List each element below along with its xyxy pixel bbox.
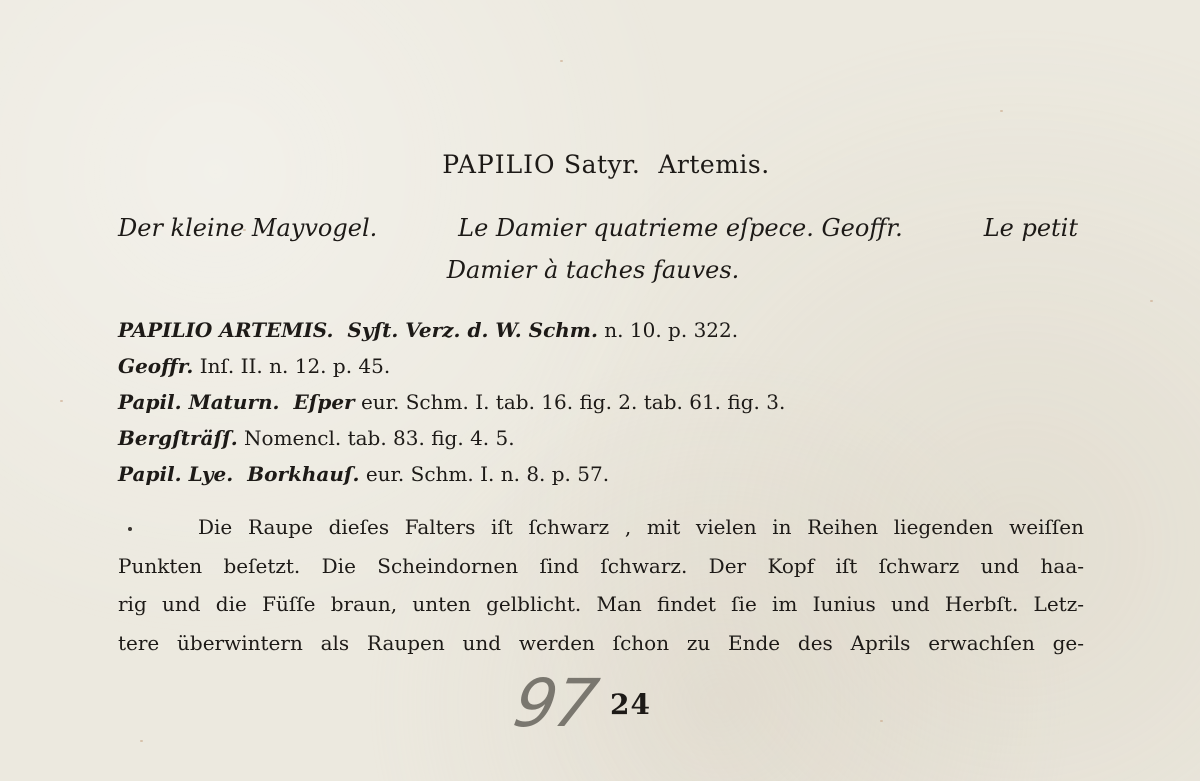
- ref-detail: n. 10. p. 322.: [604, 318, 739, 342]
- common-names: [118, 207, 1078, 291]
- reference-line: [118, 384, 785, 420]
- ref-detail: Inſ. II. n. 12. p. 45.: [199, 354, 391, 378]
- paper-fleck: [1150, 300, 1153, 302]
- description-line: Punkten beſetzt. Die Scheindornen ſind ſchwarz. Der Kopf iſt ſchwarz und haa-: [118, 553, 1084, 578]
- ref-name: Geoffr.: [118, 354, 194, 378]
- ref-name: Papil. Maturn.: [118, 390, 280, 414]
- reference-line: [118, 348, 785, 384]
- french-name-b-end: Damier à taches fauves.: [446, 256, 740, 284]
- page-number: 24: [610, 688, 651, 721]
- french-name-b-start: Le petit: [983, 214, 1078, 242]
- paper-fleck: [560, 60, 563, 62]
- paper-fleck: [1000, 110, 1003, 112]
- paper-fleck: [60, 400, 63, 402]
- title-species: Artemis.: [658, 150, 770, 179]
- title-genus: PAPILIO: [442, 150, 556, 179]
- page-title: [0, 150, 1200, 179]
- ref-name: PAPILIO ARTEMIS.: [118, 318, 334, 342]
- reference-line: [118, 456, 785, 492]
- handwritten-pencil-number: 97: [508, 665, 602, 742]
- ref-detail: Nomencl. tab. 83. fig. 4. 5.: [244, 426, 515, 450]
- ref-name: Bergſträſſ.: [118, 426, 238, 450]
- reference-list: [118, 312, 785, 492]
- description-paragraph: [118, 508, 1084, 662]
- ref-detail: eur. Schm. I. n. 8. p. 57.: [365, 462, 610, 486]
- ref-source: Eſper: [293, 390, 355, 414]
- description-line: rig und die Füſſe braun, unten gelblicht. Man findet ſie im Iunius und Herbſt. Letz-: [118, 592, 1084, 616]
- french-name-a: Le Damier quatrieme eſpece.: [458, 214, 814, 242]
- french-name-a-author: Geoffr.: [821, 214, 903, 242]
- description-line: tere überwintern als Raupen und werden ſchon zu Ende des Aprils erwachſen ge-: [118, 630, 1084, 655]
- german-name: Der kleine Mayvogel.: [118, 214, 378, 242]
- reference-line: [118, 312, 785, 348]
- paper-fleck: [880, 720, 883, 722]
- title-group: Satyr.: [564, 150, 641, 179]
- paper-fleck: [140, 740, 143, 742]
- reference-line: [118, 420, 785, 456]
- ref-source: Syſt. Verz. d. W. Schm.: [347, 318, 598, 342]
- ref-detail: eur. Schm. I. tab. 16. fig. 2. tab. 61. fig. 3.: [360, 390, 786, 414]
- description-line: Die Raupe dieſes Falters iſt ſchwarz , mit vielen in Reihen liegenden weiſſen: [198, 515, 1084, 539]
- ref-name: Papil. Lye.: [118, 462, 234, 486]
- ref-source: Borkhauſ.: [247, 462, 360, 486]
